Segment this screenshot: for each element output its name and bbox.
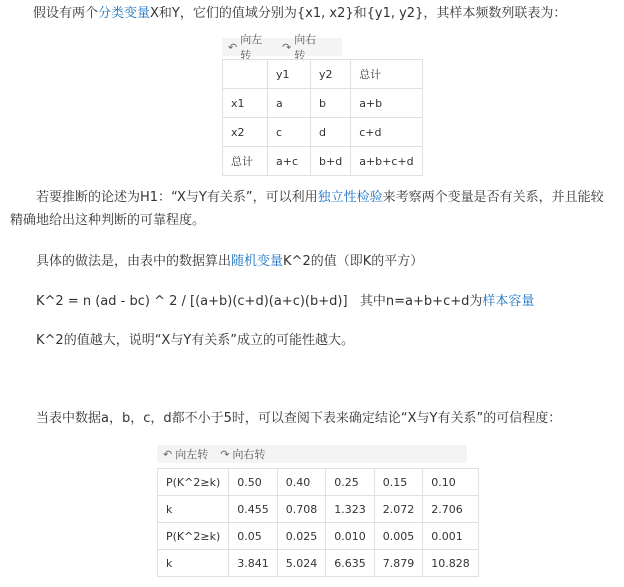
table-cell: a+c xyxy=(268,147,311,176)
rotate-left-button[interactable] xyxy=(163,446,208,462)
rotate-left-icon: ↶ xyxy=(228,40,238,54)
table-cell: b+d xyxy=(311,147,351,176)
table-row xyxy=(223,147,423,176)
table-cell: 3.841 xyxy=(229,550,278,577)
paragraph-table-intro xyxy=(36,407,561,430)
image-toolbar-1 xyxy=(222,33,342,62)
link-random-variable[interactable]: 随机变量 xyxy=(231,254,284,269)
table-cell: 0.455 xyxy=(229,496,278,523)
table-cell: 6.635 xyxy=(326,550,375,577)
table-cell: x1 xyxy=(223,89,268,118)
contingency-table xyxy=(222,59,423,176)
paragraph-formula xyxy=(36,290,534,313)
table-cell: k xyxy=(158,496,229,523)
text: X和Y，它们的值域分别为{x1, x2}和{y1, y2}，其样本频数列联表为： xyxy=(150,6,567,21)
table-cell: a+b xyxy=(351,89,422,118)
table-cell: c xyxy=(268,118,311,147)
rotate-left-label: 向左转 xyxy=(175,448,209,461)
rotate-left-label: 向左转 xyxy=(240,33,263,62)
table-cell: 0.50 xyxy=(229,469,278,496)
text: K^2的值（即K的平方） xyxy=(283,254,424,269)
table-cell: 1.323 xyxy=(326,496,375,523)
table-row xyxy=(158,523,479,550)
table-cell: 总计 xyxy=(351,60,422,89)
table-cell: x2 xyxy=(223,118,268,147)
table-row xyxy=(223,118,423,147)
table-cell: P(K^2≥k) xyxy=(158,469,229,496)
table-cell: 7.879 xyxy=(374,550,423,577)
table-row xyxy=(223,89,423,118)
table-cell: 0.001 xyxy=(423,523,479,550)
table-cell: 0.10 xyxy=(423,469,479,496)
rotate-right-label: 向右转 xyxy=(232,448,266,461)
paragraph-intro xyxy=(33,2,566,25)
paragraph-conclusion xyxy=(36,329,354,352)
table-row xyxy=(158,496,479,523)
rotate-left-icon: ↶ xyxy=(163,447,173,461)
text: 来考察两个变量是否有关系，并 xyxy=(382,190,565,205)
paragraph-method xyxy=(36,250,423,273)
text: 具体的做法是，由表中的数据算出 xyxy=(36,254,232,269)
table-cell: 0.708 xyxy=(277,496,326,523)
rotate-right-icon: ↷ xyxy=(220,447,230,461)
table-cell: 0.40 xyxy=(277,469,326,496)
text: 假设有两个 xyxy=(33,6,99,21)
link-sample-size[interactable]: 样本容量 xyxy=(482,294,535,309)
table-cell: 0.05 xyxy=(229,523,278,550)
table-cell: c+d xyxy=(351,118,422,147)
table-cell: 2.072 xyxy=(374,496,423,523)
rotate-right-icon: ↷ xyxy=(282,40,292,54)
table-cell: P(K^2≥k) xyxy=(158,523,229,550)
table-row xyxy=(158,550,479,577)
table-cell: 2.706 xyxy=(423,496,479,523)
table-cell: 0.010 xyxy=(326,523,375,550)
rotate-right-button[interactable] xyxy=(220,446,265,462)
table-cell: 10.828 xyxy=(423,550,479,577)
table-cell: 总计 xyxy=(223,147,268,176)
table-row xyxy=(223,60,423,89)
image-toolbar-2 xyxy=(157,445,467,463)
paragraph-hypothesis xyxy=(10,186,614,232)
table-cell: 0.005 xyxy=(374,523,423,550)
text: 若要推断的论述为H1：“X与Y有关系”，可以利用 xyxy=(36,190,318,205)
link-categorical-variable[interactable]: 分类变量 xyxy=(98,6,151,21)
text: K^2 = n (ad - bc) ^ 2 / [(a+b)(c+d)(a+c)(b+d)] 其中n=a+b+c+d为 xyxy=(36,294,483,309)
table-cell: k xyxy=(158,550,229,577)
rotate-right-label: 向右转 xyxy=(294,33,317,62)
link-independence-test[interactable]: 独立性检验 xyxy=(317,190,383,205)
text: K^2的值越大，说明“X与Y有关系”成立的可能性越大。 xyxy=(36,333,355,348)
table-cell: 0.25 xyxy=(326,469,375,496)
table-cell: y2 xyxy=(311,60,351,89)
table-cell: a xyxy=(268,89,311,118)
table-cell: 0.15 xyxy=(374,469,423,496)
table-cell: a+b+c+d xyxy=(351,147,422,176)
table-cell: 5.024 xyxy=(277,550,326,577)
text: 当表中数据a，b，c，d都不小于5时，可以查阅下表来确定结论“X与Y有关系”的可信程度： xyxy=(36,411,562,426)
critical-value-table xyxy=(157,468,479,577)
text: 且能较精确地给出这种判断的可靠程度。 xyxy=(10,190,604,228)
table-cell xyxy=(223,60,268,89)
table-cell: 0.025 xyxy=(277,523,326,550)
table-cell: b xyxy=(311,89,351,118)
table-row xyxy=(158,469,479,496)
table-cell: y1 xyxy=(268,60,311,89)
table-cell: d xyxy=(311,118,351,147)
